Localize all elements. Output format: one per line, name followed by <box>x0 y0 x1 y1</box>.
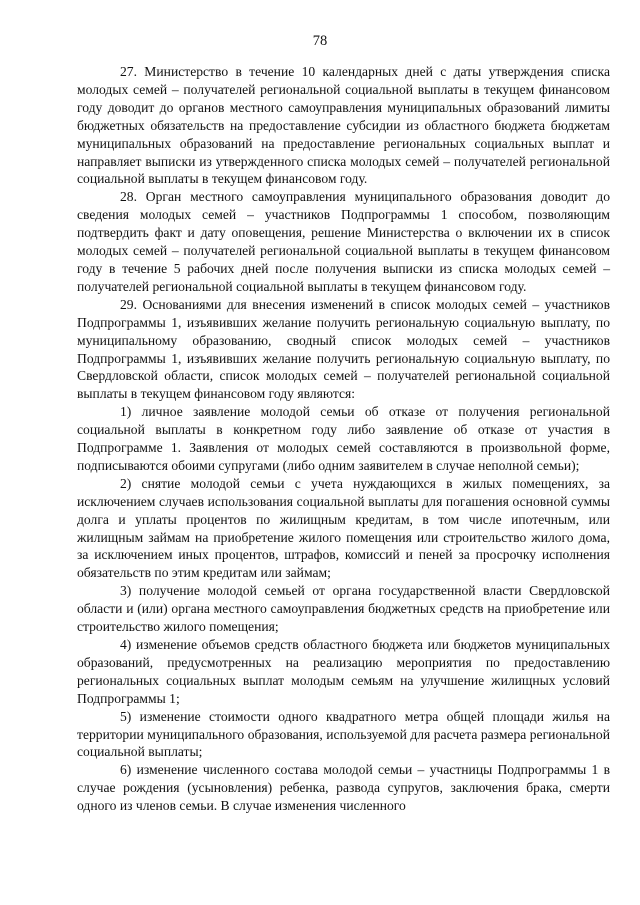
list-item-3: 3) получение молодой семьей от органа государственной власти Свердловской области и (или) органа местного самоуправления бюджетных средств на приобретение или строительство жилого помещения; <box>77 583 610 635</box>
document-body <box>77 63 610 815</box>
list-item-4: 4) изменение объемов средств областного бюджета или бюджетов муниципальных образований, предусмотренных на реализацию мероприятия по предоставлению региональных социальных выплат молодым семьям на улучшение жилищных условий Подпрограммы 1; <box>77 637 610 706</box>
page-number: 78 <box>312 33 328 49</box>
paragraph-27: 27. Министерство в течение 10 календарных дней с даты утверждения списка молодых семей – получателей региональной социальной выплаты в текущем финансовом году доводит до органов местного самоуправления муниципальных образований лимиты бюджетных обязательств на предоставление субсидии из областного бюджета бюджетам муниципальных образований на предоставление региональных социальных выплат и направляет выписки из утвержденного списка молодых семей – получателей региональной социальной выплаты в текущем финансовом году. <box>77 64 610 187</box>
list-item-5: 5) изменение стоимости одного квадратного метра общей площади жилья на территории муниципального образования, используемой для расчета размера региональной социальной выплаты; <box>77 708 610 760</box>
paragraph-29: 29. Основаниями для внесения изменений в список молодых семей – участников Подпрограммы 1, изъявивших желание получить региональную социальную выплату, по муниципальному образованию, сводный список молодых семей – участников Подпрограммы 1, изъявивших желание получить региональную социальную выплату, по Свердловской области, список молодых семей – получателей региональной социальной выплаты в текущем финансовом году являются: <box>77 296 610 402</box>
list-item-1: 1) личное заявление молодой семьи об отказе от получения региональной социальной выплаты в конкретном году либо заявление об отказе от участия в Подпрограмме 1. Заявления от молодых семей составляются в произвольной форме, подписываются обоими супругами (либо одним заявителем в случае неполной семьи); <box>77 404 610 473</box>
list-item-6: 6) изменение численного состава молодой семьи – участницы Подпрограммы 1 в случае рождения (усыновления) ребенка, развода супругов, заключения брака, смерти одного из членов семьи. В случае изменения численного <box>77 762 610 814</box>
list-item-2: 2) снятие молодой семьи с учета нуждающихся в жилых помещениях, за исключением случаев использования социальной выплаты для погашения основной суммы долга и уплаты процентов по жилищным кредитам, в том числе ипотечным, или жилищным займам на приобретение жилого помещения или строительство жилого дома, за исключением иных процентов, штрафов, комиссий и пеней за просрочку исполнения обязательств по этим кредитам или займам; <box>77 475 610 581</box>
paragraph-28: 28. Орган местного самоуправления муниципального образования доводит до сведения молодых семей – участников Подпрограммы 1 способом, позволяющим подтвердить факт и дату оповещения, решение Министерства о включении их в список молодых семей – получателей региональной социальной выплаты в текущем финансовом году в течение 5 рабочих дней после получения выписки из списка молодых семей – получателей региональной социальной выплаты в текущем финансовом году. <box>77 189 610 294</box>
